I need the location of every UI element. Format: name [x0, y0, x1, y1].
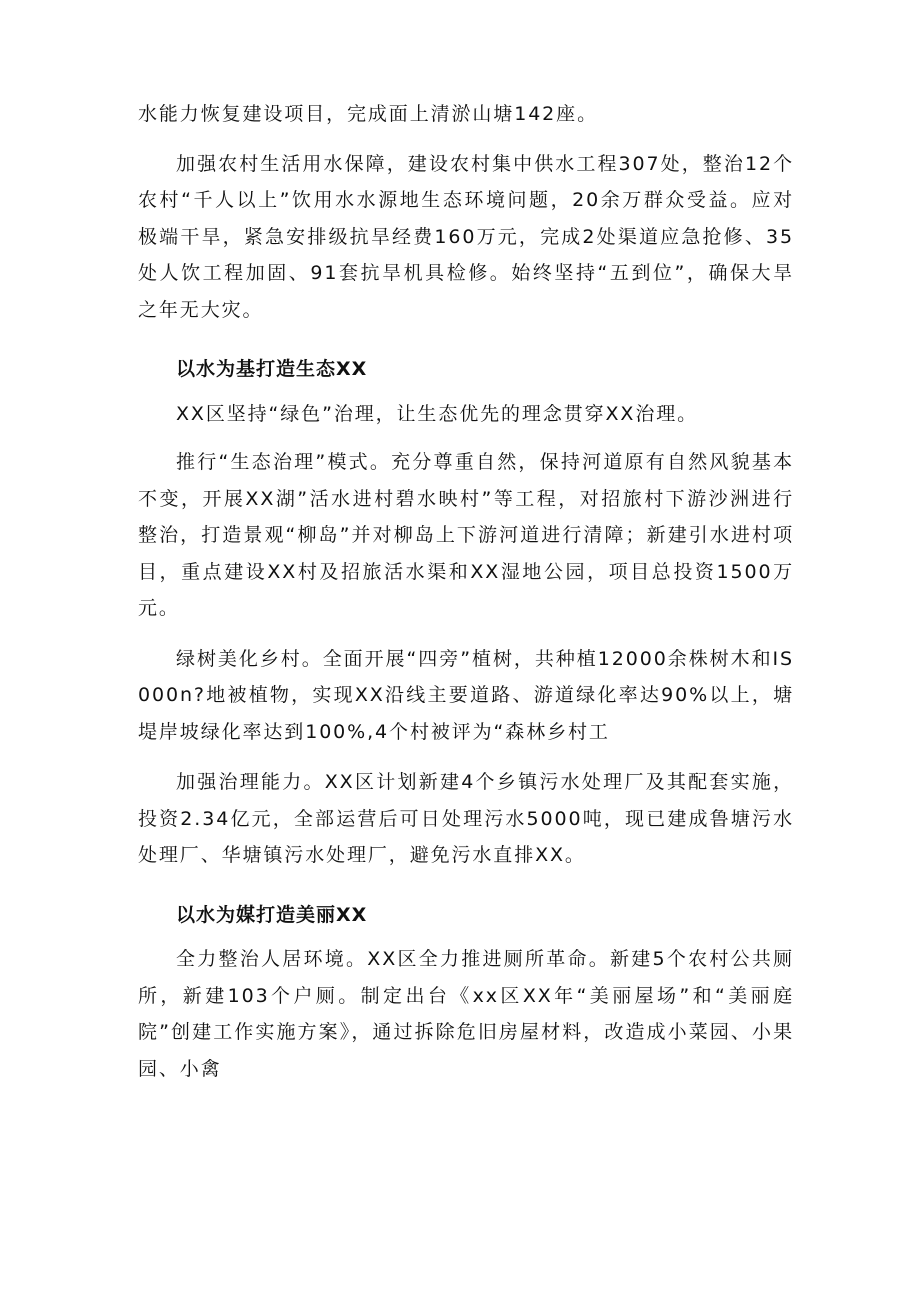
paragraph-ecological-model: 推行“生态治理”模式。充分尊重自然，保持河道原有自然风貌基本不变，开展XX湖”活水进村碧水映村”等工程，对招旅村下游沙洲进行整治，打造景观“柳岛”并对柳岛上下游河道进行清障；新建引水进村项目，重点建设XX村及招旅活水渠和XX湿地公园，项目总投资1500万元。: [138, 451, 794, 619]
paragraph-continuation: 水能力恢复建设项目，完成面上清淤山塘142座。: [138, 103, 598, 125]
section-heading-beauty: 以水为媒打造美丽XX: [176, 903, 368, 926]
paragraph-green-governance: XX区坚持“绿色”治理，让生态优先的理念贯穿XX治理。: [176, 402, 699, 425]
section-heading-ecology: 以水为基打造生态XX: [176, 358, 368, 380]
paragraph-living-environment: 全力整治人居环境。XX区全力推进厕所革命。新建5个农村公共厕所，新建103个户厕。制定出台《xx区XX年“美丽屋场”和“美丽庭院”创建工作实施方案》，通过拆除危旧房屋材料，改造成小菜园、小果园、小禽: [138, 948, 794, 1080]
paragraph-rural-water: 加强农村生活用水保障，建设农村集中供水工程307处，整治12个农村“千人以上”饮用水水源地生态环境问题，20余万群众受益。应对极端干旱，紧急安排级抗旱经费160万元，完成2处渠道应急抢修、35处人饮工程加固、91套抗旱机具检修。始终坚持“五到位”，确保大旱之年无大灾。: [138, 152, 794, 321]
paragraph-treatment-capacity: 加强治理能力。XX区计划新建4个乡镇污水处理厂及其配套实施，投资2.34亿元，全部运营后可日处理污水5000吨，现已建成鲁塘污水处理厂、华塘镇污水处理厂，避免污水直排XX。: [138, 771, 794, 866]
document-body: [138, 96, 794, 1087]
paragraph-tree-planting: 绿树美化乡村。全面开展“四旁”植树，共种植12000余株树木和IS000n?地被植物，实现XX沿线主要道路、游道绿化率达90%以上，塘堤岸坡绿化率达到100%,4个村被评为“森林乡村工: [138, 647, 794, 743]
